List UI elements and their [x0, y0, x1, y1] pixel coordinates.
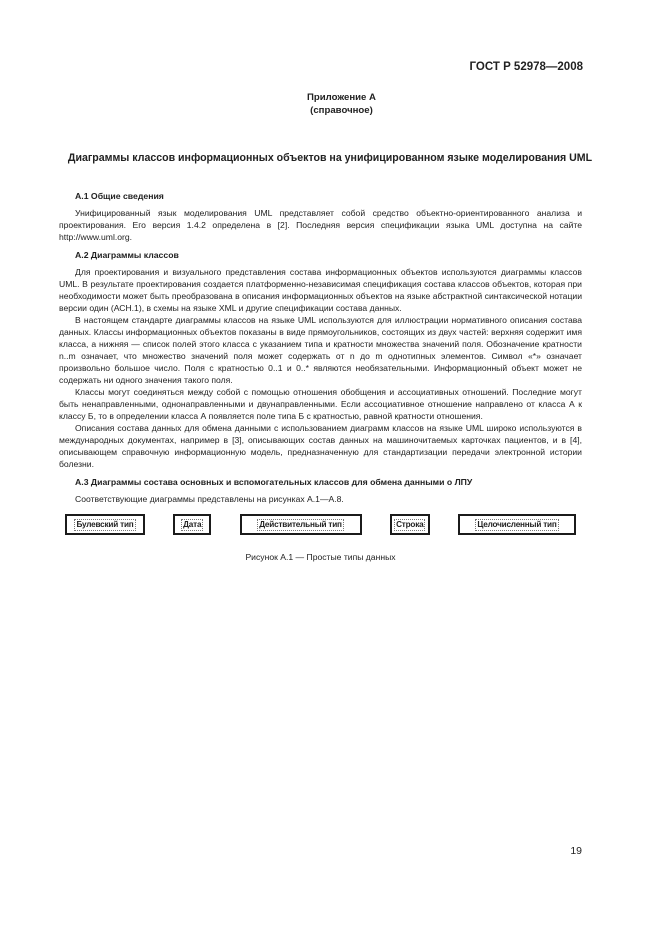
appendix-note: (справочное): [310, 105, 373, 116]
paragraph: Соответствующие диаграммы представлены на рисунках А.1—А.8.: [75, 494, 344, 504]
section-heading-a1: А.1 Общие сведения: [75, 191, 164, 201]
type-box-date: Дата: [173, 514, 211, 535]
paragraph: Классы могут соединяться между собой с помощью отношения обобщения и ассоциативных отношений. Последние могут быть ненаправленными, однонаправленными и двунаправленными. Если ассоциативное отношение направлено от класса А к классу Б, то в определении класса А появляется поле типа Б с кратностью, равной кратности отношения.: [59, 387, 582, 421]
section-heading-a2: А.2 Диаграммы классов: [75, 250, 179, 260]
figure-simple-types: [65, 514, 576, 535]
type-box-real: Действительный тип: [240, 514, 362, 535]
type-box-boolean: Булевский тип: [65, 514, 145, 535]
appendix-label: Приложение А: [307, 92, 376, 103]
paragraph: Описания состава данных для обмена данными с использованием диаграмм классов на языке UML широко используются в международных документах, например в [3], описывающих состав данных на машиночитаемых карточках пациентов, и в [4], описывающем справочную информационную модель, предназначенную для стандартизации передачи электронной истории болезни.: [59, 423, 582, 469]
standard-code: ГОСТ Р 52978—2008: [469, 61, 583, 73]
document-title: Диаграммы классов информационных объектов на унифицированном языке моделирования UML: [67, 152, 593, 164]
figure-caption: Рисунок А.1 — Простые типы данных: [245, 552, 396, 562]
paragraph: В настоящем стандарте диаграммы классов на языке UML используются для иллюстрации нормативного описания состава данных. Классы информационных объектов показаны в виде прямоугольников, состоящих из двух частей: верхняя содержит имя класса, а нижняя — список полей этого класса с указанием типа и кратности множества значений поля. Обозначение кратности n..m означает, что множество значений поля может содержать от n до m однотипных элементов. Символ «*» означает произвольно большое число. Поля с кратностью 0..1 и 0..* являются необязательными. Информационный объект может не содержать ни одного значения такого поля.: [59, 315, 582, 385]
paragraph: Для проектирования и визуального представления состава информационных объектов используются диаграммы классов UML. В результате проектирования создается платформенно-независимая спецификация состава классов объектов, которая при необходимости может быть преобразована в описания информационных объектов на языке абстрактной синтаксической нотации версии один (АСН.1), в схемы на языке XML и другие спецификации состава данных.: [59, 267, 582, 313]
section-heading-a3: А.3 Диаграммы состава основных и вспомогательных классов для обмена данными о ЛПУ: [75, 477, 473, 487]
paragraph: Унифицированный язык моделирования UML представляет собой средство объектно-ориентированного анализа и проектирования. Его версия 1.4.2 определена в [2]. Последняя версия спецификации языка UML доступна на сайте http://www.uml.org.: [59, 208, 582, 242]
appendix-heading: [0, 91, 661, 117]
page-number: 19: [570, 845, 582, 857]
type-box-string: Строка: [390, 514, 430, 535]
document-body: [59, 190, 582, 563]
type-box-integer: Целочисленный тип: [458, 514, 576, 535]
